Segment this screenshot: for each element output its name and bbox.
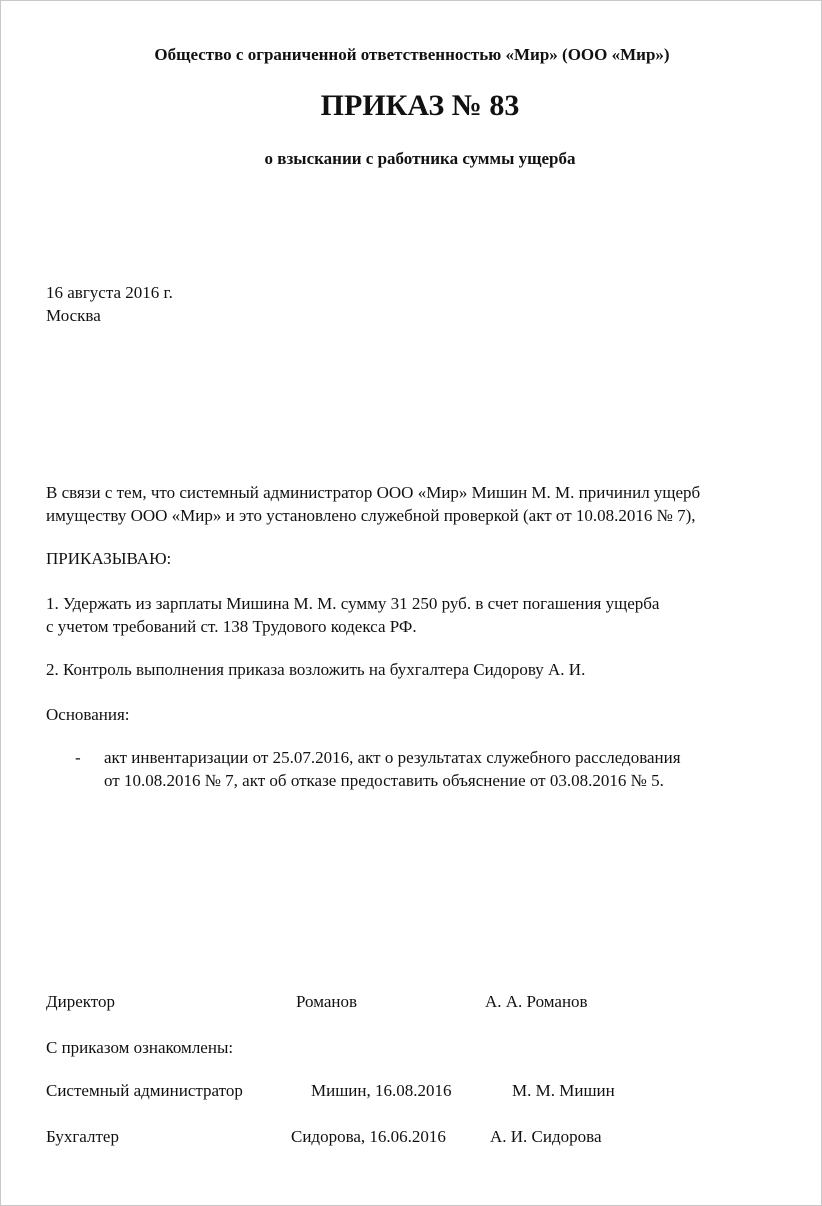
preamble-line-2: имуществу ООО «Мир» и это установлено служебной проверкой (акт от 10.08.2016 № 7), xyxy=(46,506,696,525)
order-subject: о взыскании с работника суммы ущерба xyxy=(264,149,576,168)
order-title: ПРИКАЗ № 83 xyxy=(320,89,520,122)
grounds-line-2: от 10.08.2016 № 7, акт об отказе предоставить объяснение от 03.08.2016 № 5. xyxy=(104,771,664,790)
sysadmin-position: Системный администратор xyxy=(46,1081,243,1100)
order-city: Москва xyxy=(46,306,101,325)
order-word: ПРИКАЗЫВАЮ: xyxy=(46,549,172,568)
preamble-line-1: В связи с тем, что системный администратор ООО «Мир» Мишин М. М. причинил ущерб xyxy=(46,483,701,502)
sysadmin-signature: Мишин, 16.08.2016 xyxy=(311,1081,452,1100)
acquainted-label: С приказом ознакомлены: xyxy=(46,1038,234,1057)
order-item-1-line-1: 1. Удержать из зарплаты Мишина М. М. сумму 31 250 руб. в счет погашения ущерба xyxy=(46,594,660,613)
director-signature: Романов xyxy=(296,992,358,1011)
organization-name: Общество с ограниченной ответственностью «Мир» (ООО «Мир») xyxy=(154,45,670,64)
accountant-signature: Сидорова, 16.06.2016 xyxy=(291,1127,446,1146)
order-item-1-line-2: с учетом требований ст. 138 Трудового кодекса РФ. xyxy=(46,617,417,636)
director-position: Директор xyxy=(46,992,115,1011)
order-date: 16 августа 2016 г. xyxy=(46,283,173,302)
accountant-name: А. И. Сидорова xyxy=(490,1127,602,1146)
order-item-2: 2. Контроль выполнения приказа возложить на бухгалтера Сидорову А. И. xyxy=(46,660,586,679)
accountant-position: Бухгалтер xyxy=(46,1127,119,1146)
director-name: А. А. Романов xyxy=(485,992,588,1011)
grounds-line-1: акт инвентаризации от 25.07.2016, акт о результатах служебного расследования xyxy=(104,748,681,767)
grounds-label: Основания: xyxy=(46,705,130,724)
sysadmin-name: М. М. Мишин xyxy=(512,1081,615,1100)
grounds-bullet: - xyxy=(75,748,81,767)
